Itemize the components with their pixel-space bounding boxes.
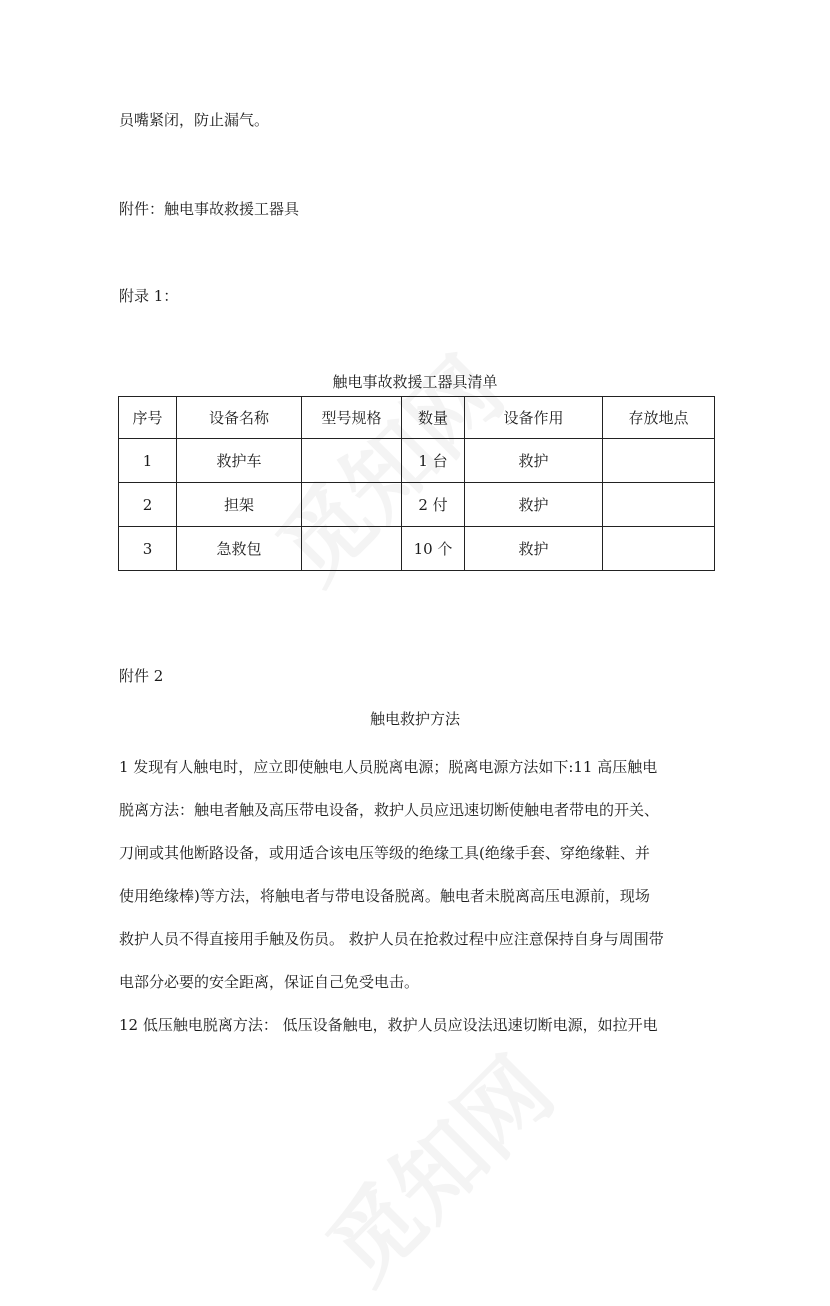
table-row [119,439,715,483]
table-cell [603,483,715,527]
table-cell: 2 [119,483,177,527]
body-line: 电部分必要的安全距离，保证自己免受电击。 [119,973,420,991]
table-row [119,527,715,571]
table-cell: 担架 [177,483,302,527]
table-header-row [119,397,715,439]
table-cell: 救护车 [177,439,302,483]
table-cell: 3 [119,527,177,571]
body-line: 刀闸或其他断路设备，或用适合该电压等级的绝缘工具(绝缘手套、穿绝缘鞋、并 [119,844,650,862]
equipment-table [118,396,715,571]
table-cell: 救护 [465,439,603,483]
table-cell [302,527,402,571]
section2-label: 附件 2 [119,667,164,685]
table-cell: 2 付 [402,483,465,527]
header-cell: 设备名称 [177,397,302,439]
table-cell [302,483,402,527]
table-row [119,483,715,527]
header-cell: 数量 [402,397,465,439]
table-cell: 10 个 [402,527,465,571]
section2-title: 触电救护方法 [369,710,460,728]
table-cell: 急救包 [177,527,302,571]
table-caption: 触电事故救援工器具清单 [332,373,498,391]
table-cell: 1 台 [402,439,465,483]
header-cell: 型号规格 [302,397,402,439]
table-cell [603,527,715,571]
header-cell: 序号 [119,397,177,439]
continuation-line: 员嘴紧闭，防止漏气。 [119,111,270,129]
table-cell: 救护 [465,483,603,527]
header-cell: 存放地点 [603,397,715,439]
table-cell [603,439,715,483]
body-line: 1 发现有人触电时，应立即使触电人员脱离电源；脱离电源方法如下:11 高压触电 [119,758,658,776]
watermark-bottom [294,1024,577,1306]
table-cell [302,439,402,483]
body-line: 使用绝缘棒)等方法，将触电者与带电设备脱离。触电者未脱离高压电源前，现场 [119,887,650,905]
body-line: 12 低压触电脱离方法： 低压设备触电，救护人员应设法迅速切断电源，如拉开电 [119,1016,658,1034]
appendix-label: 附录 1： [119,287,179,305]
body-line: 脱离方法：触电者触及高压带电设备，救护人员应迅速切断使触电者带电的开关、 [119,801,660,819]
table-cell: 1 [119,439,177,483]
table-cell: 救护 [465,527,603,571]
body-line: 救护人员不得直接用手触及伤员。 救护人员在抢救过程中应注意保持自身与周围带 [119,930,664,948]
header-cell: 设备作用 [465,397,603,439]
attachment-title: 附件：触电事故救援工器具 [119,200,300,218]
